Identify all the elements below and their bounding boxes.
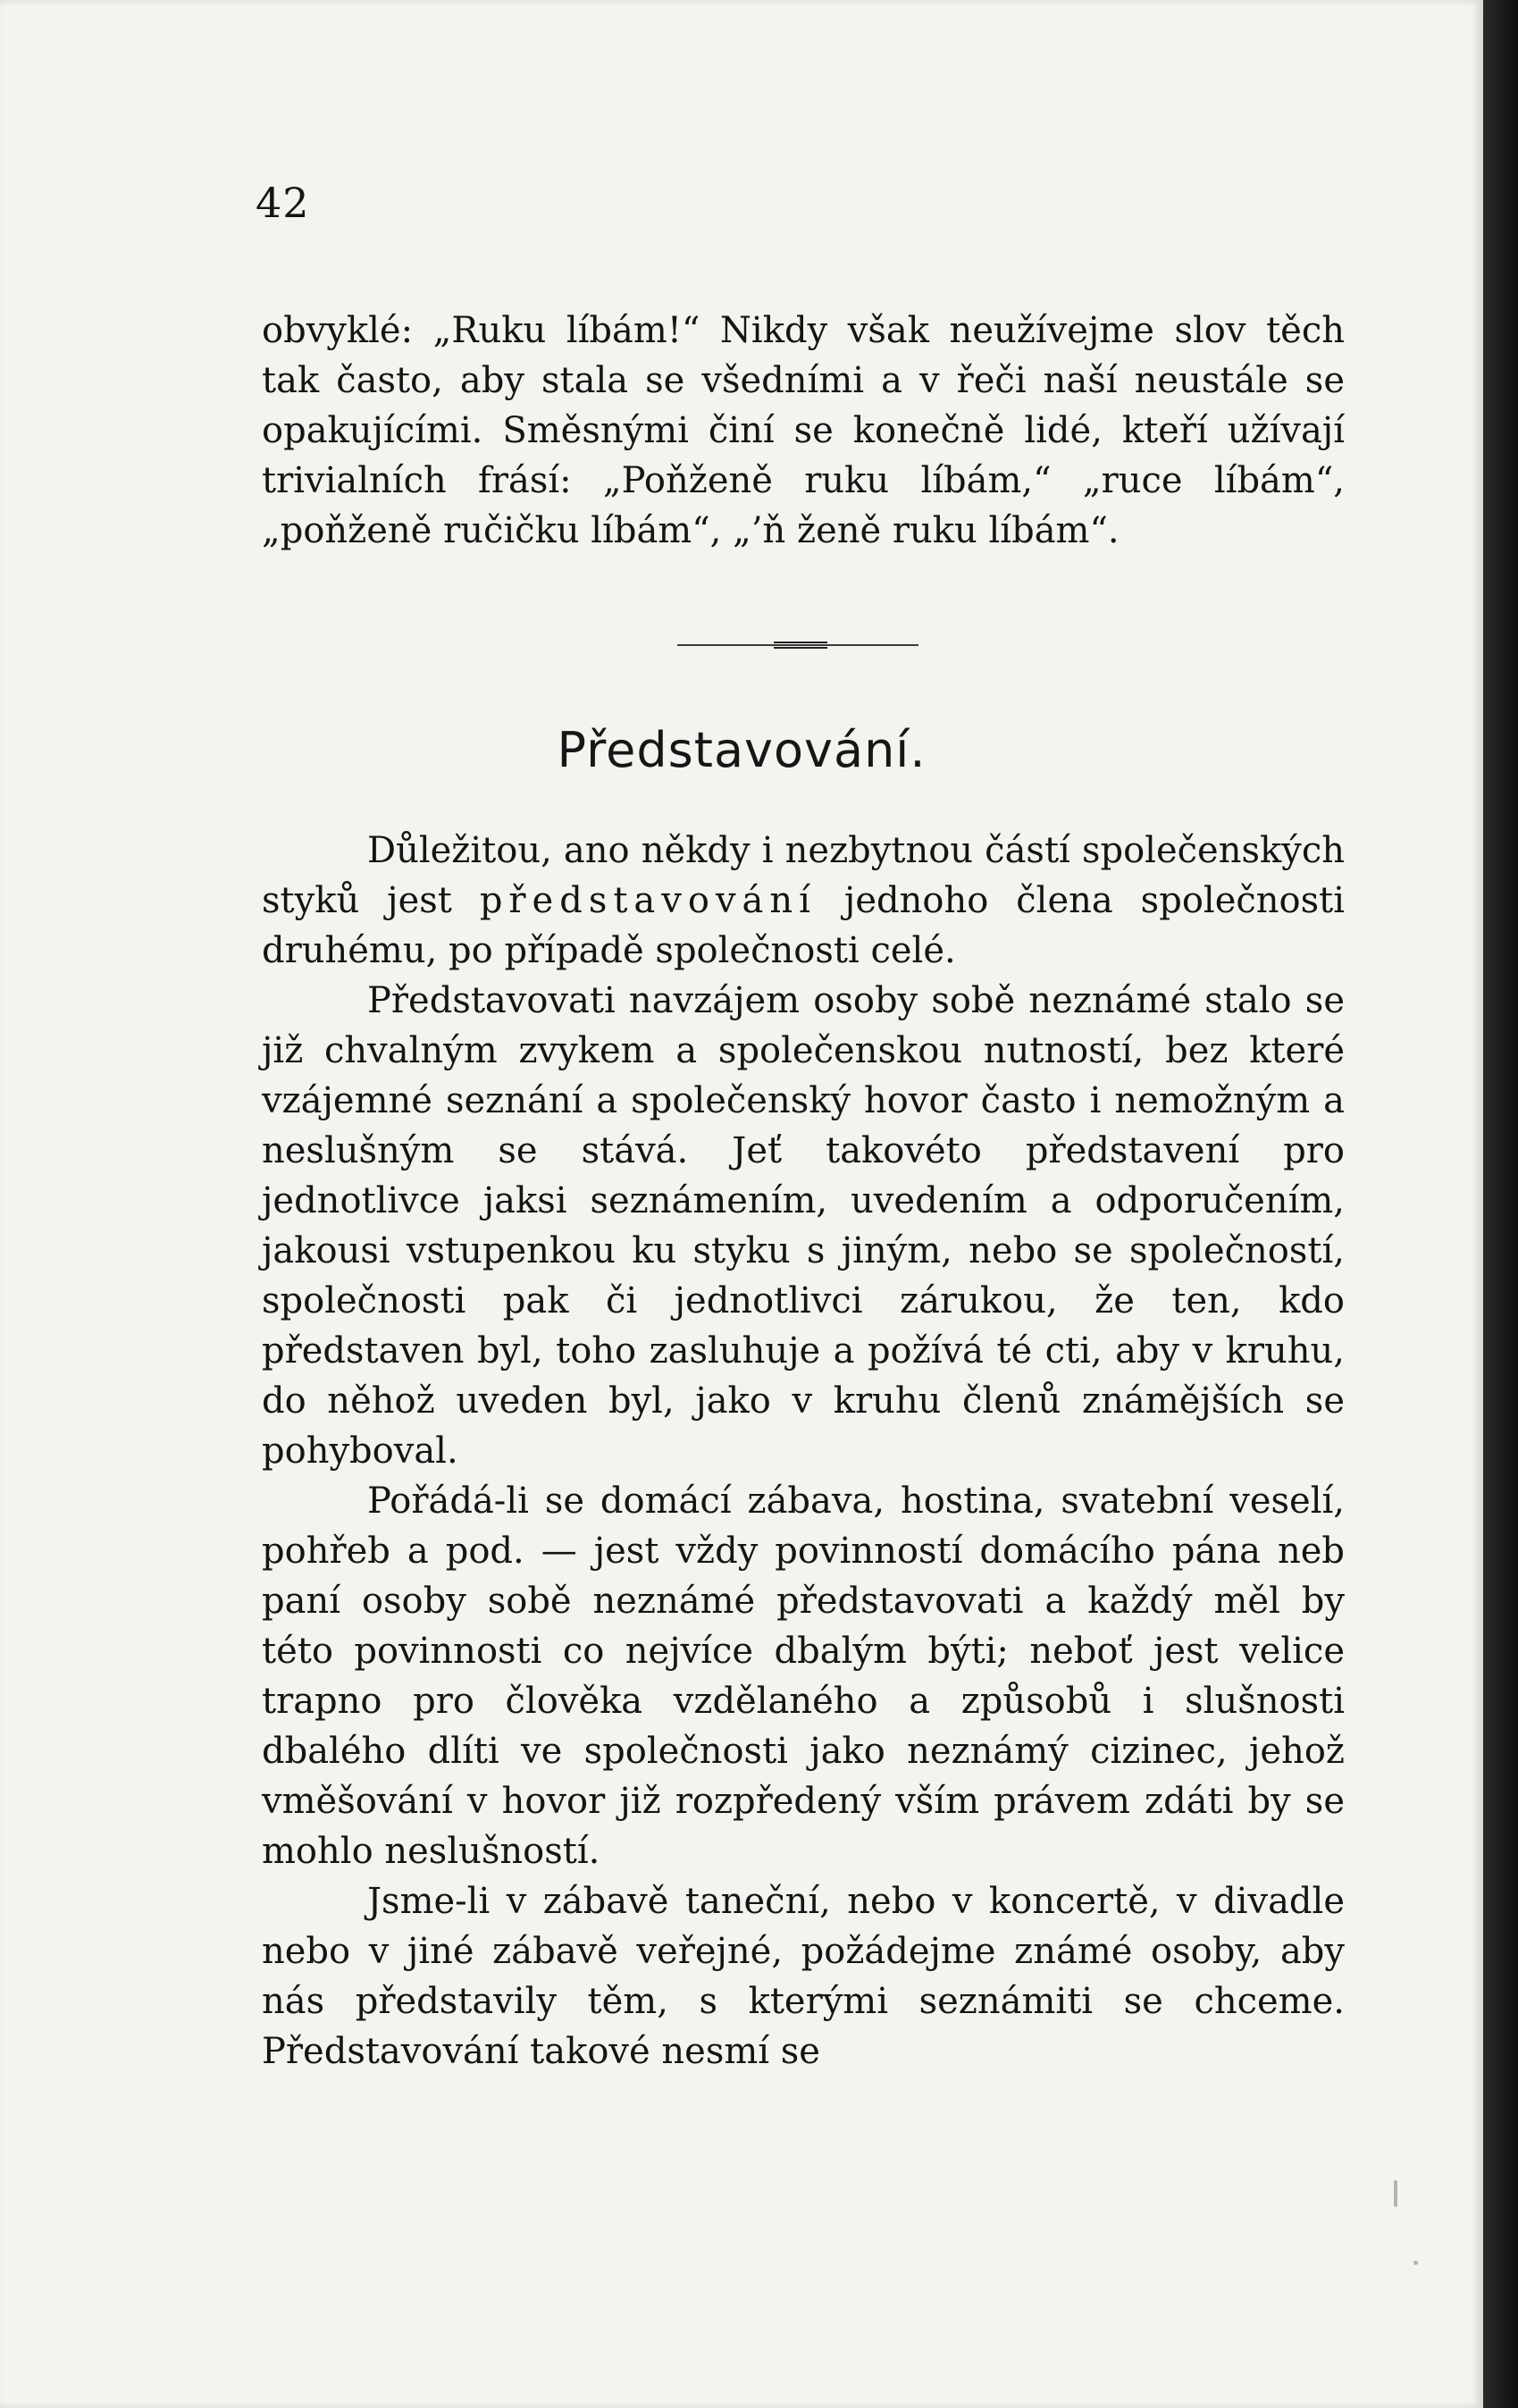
paragraph-1-end: jednoho člena společnosti druhému, po případě společnosti celé. — [262, 880, 1346, 971]
section-body — [262, 826, 1345, 2077]
paragraph-1-emphasis: představování — [479, 880, 817, 921]
intro-text-block — [262, 306, 1345, 556]
section-heading: Představování. — [557, 722, 927, 778]
scan-edge — [1483, 0, 1518, 2408]
section-divider — [677, 642, 918, 649]
paper-mark — [1394, 2180, 1397, 2207]
paper-speck — [1413, 2261, 1418, 2265]
page-number: 42 — [256, 179, 310, 227]
paragraph-3: Pořádá-li se domácí zábava, hostina, svatební veselí, pohřeb a pod. — jest vždy povinností domácího pána neb paní osoby sobě neznámé představovati a každý měl by této povinnosti co nejvíce dbalým býti; neboť jest velice trapno pro člověka vzdělaného a způsobů i slušnosti dbalého dlíti ve společnosti jako neznámý cizinec, jehož vměšování v hovor již rozpředený vším právem zdáti by se mohlo neslušností. — [262, 1481, 1345, 1872]
paragraph-2: Představovati navzájem osoby sobě neznámé stalo se již chvalným zvykem a společenskou nutností, bez které vzájemné seznání a společenský hovor často i nemožným a neslušným se stává. Jeť takovéto představení pro jednotlivce jaksi seznámením, uvedením a odporučením, jakousi vstupenkou ku styku s jiným, nebo se společností, společnosti pak či jednotlivci zárukou, že ten, kdo představen byl, toho zasluhuje a požívá té cti, aby v kruhu, do něhož uveden byl, jako v kruhu členů známějších se pohyboval. — [262, 980, 1345, 1472]
paragraph-1-start: Důležitou, ano někdy i nezbytnou částí společenských styků jest — [262, 830, 1345, 921]
divider-ornament — [774, 642, 827, 649]
paragraph-1 — [262, 826, 1345, 976]
paragraph-4: Jsme-li v zábavě taneční, nebo v koncertě, v divadle nebo v jiné zábavě veřejné, požádejme známé osoby, aby nás představily těm, s kterými seznámiti se chceme. Představování takové nesmí se — [262, 1881, 1345, 2072]
intro-paragraph: obvyklé: „Ruku líbám!“ Nikdy však neužívejme slov těch tak často, aby stala se všedními a v řeči naší neustále se opakujícími. Směsnými činí se konečně lidé, kteří užívají trivialních frásí: „Poňženě ruku líbám,“ „ruce líbám“, „poňženě ručičku líbám“, „’ň ženě ruku líbám“. — [262, 310, 1345, 551]
